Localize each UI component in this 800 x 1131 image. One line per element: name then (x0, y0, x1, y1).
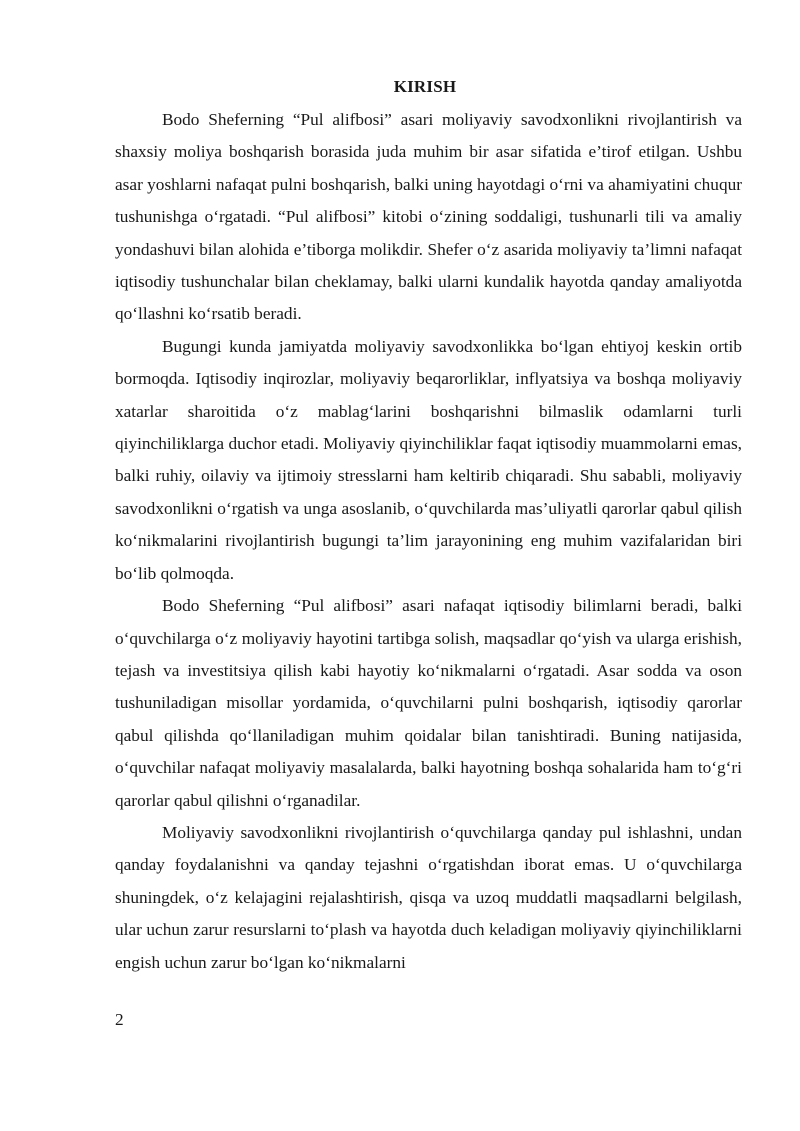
paragraph-2: Bugungi kunda jamiyatda moliyaviy savodxonlikka bo‘lgan ehtiyoj keskin ortib bormoqda. Iqtisodiy inqirozlar, moliyaviy beqarorliklar, inflyatsiya va boshqa moliyaviy xatarlar sharoitida o‘z mablag‘larini boshqarishni bilmaslik odamlarni turli qiyinchiliklarga duchor etadi. Moliyaviy qiyinchiliklar faqat iqtisodiy muammolarni emas, balki ruhiy, oilaviy va ijtimoiy stresslarni ham keltirib chiqaradi. Shu sababli, moliyaviy savodxonlikni o‘rgatish va unga asoslanib, o‘quvchilarda mas’uliyatli qarorlar qabul qilish ko‘nikmalarini rivojlantirish bugungi ta’lim jarayonining eng muhim vazifalaridan biri bo‘lib qolmoqda. (115, 336, 742, 583)
paragraph-3: Bodo Sheferning “Pul alifbosi” asari nafaqat iqtisodiy bilimlarni beradi, balki o‘quvchilarga o‘z moliyaviy hayotini tartibga solish, maqsadlar qo‘yish va ularga erishish, tejash va investitsiya qilish kabi hayotiy ko‘nikmalarni o‘rgatadi. Asar sodda va oson tushuniladigan misollar yordamida, o‘quvchilarni pulni boshqarish, iqtisodiy qarorlar qabul qilishda qo‘llaniladigan muhim qoidalar bilan tanishtiradi. Buning natijasida, o‘quvchilar nafaqat moliyaviy masalalarda, balki hayotning boshqa sohalarida ham to‘g‘ri qarorlar qabul qilishni o‘rganadilar. (115, 596, 742, 810)
section-heading: KIRISH (393, 77, 457, 96)
paragraph-4: Moliyaviy savodxonlikni rivojlantirish o‘quvchilarga qanday pul ishlashni, undan qanday foydalanishni va qanday tejashni o‘rgatishdan iborat emas. U o‘quvchilarga shuningdek, o‘z kelajagini rejalashtirish, qisqa va uzoq muddatli maqsadlarni belgilash, ular uchun zarur resurslarni to‘plash va hayotda duch keladigan moliyaviy qiyinchiliklarni engish uchun zarur bo‘lgan ko‘nikmalarni (115, 822, 742, 972)
page-number: 2 (115, 1010, 124, 1029)
body-text (115, 104, 742, 979)
paragraph-1: Bodo Sheferning “Pul alifbosi” asari moliyaviy savodxonlikni rivojlantirish va shaxsiy moliya boshqarish borasida juda muhim bir asar sifatida e’tirof etilgan. Ushbu asar yoshlarni nafaqat pulni boshqarish, balki uning hayotdagi o‘rni va ahamiyatini chuqur tushunishga o‘rgatadi. “Pul alifbosi” kitobi o‘zining soddaligi, tushunarli tili va amaliy yondashuvi bilan alohida e’tiborga molikdir. Shefer o‘z asarida moliyaviy ta’limni nafaqat iqtisodiy tushunchalar bilan cheklamay, balki ularni kundalik hayotda qanday amaliyotda qo‘llashni ko‘rsatib beradi. (115, 110, 742, 324)
